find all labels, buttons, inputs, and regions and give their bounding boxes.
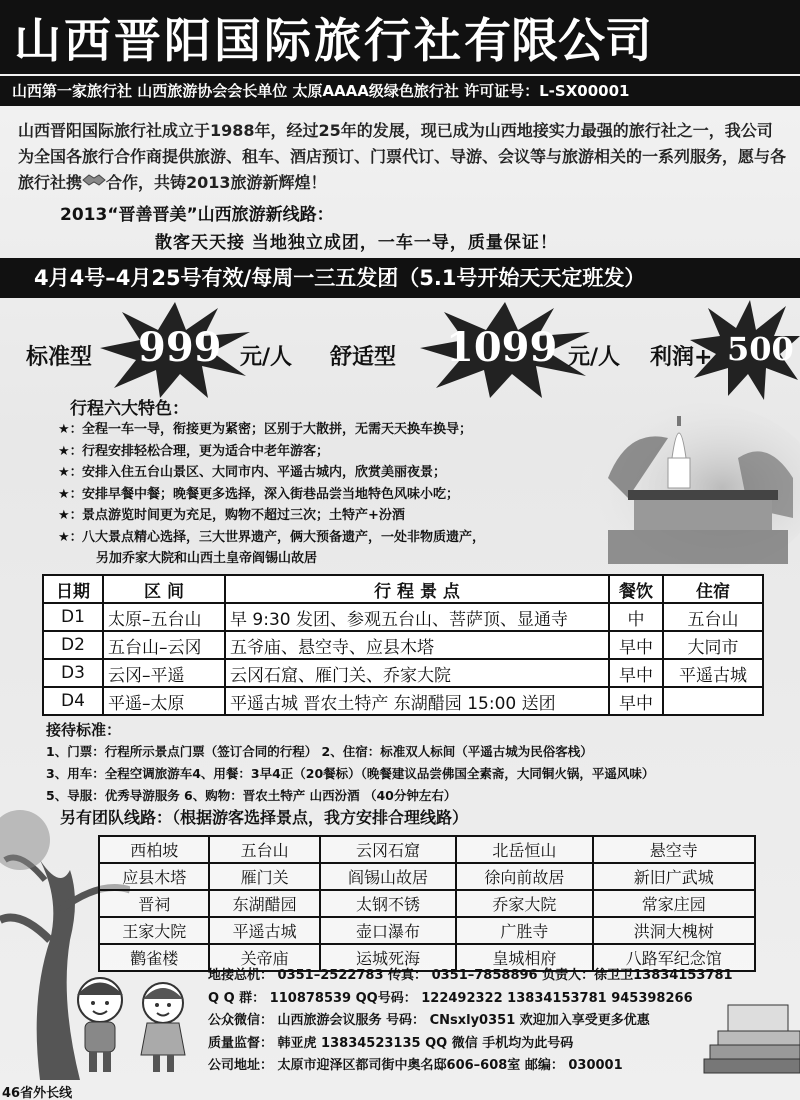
table-row <box>43 687 763 715</box>
comfort-unit: 元/人 <box>568 345 621 370</box>
grid-cell: 阎锡山故居 <box>320 863 456 890</box>
standard-unit: 元/人 <box>240 345 293 370</box>
grid-cell: 王家大院 <box>99 917 209 944</box>
contact-line: 公司地址： 太原市迎泽区都司街中奥名邸606–608室 邮编： 030001 <box>208 1058 623 1073</box>
cell: 早中 <box>609 687 663 715</box>
feature-item <box>58 441 618 463</box>
grid-cell: 应县木塔 <box>99 863 209 890</box>
standard-line: 3、用车：全程空调旅游车4、用餐：3早4正（20餐标）（晚餐建议品尝佛国全素斋，大同铜火锅，平遥风味） <box>46 766 655 781</box>
cell: D2 <box>43 631 103 659</box>
feature-text: 安排入住五台山景区、大同市内、平遥古城内，欣赏美丽夜景； <box>82 465 447 480</box>
comfort-price: 1099 <box>446 324 558 371</box>
grid-cell: 八路军纪念馆 <box>593 944 755 971</box>
cell: 大同市 <box>663 631 763 659</box>
grid-cell: 乔家大院 <box>456 890 592 917</box>
star-icon: ★： <box>58 508 83 523</box>
cell: D1 <box>43 603 103 631</box>
grid-row <box>99 836 755 863</box>
itinerary-table <box>42 574 764 716</box>
grid-cell: 壶口瀑布 <box>320 917 456 944</box>
feature-text: 景点游览时间更为充足，购物不超过三次；土特产+汾酒 <box>82 508 405 523</box>
profit-label: 利润+ <box>650 345 713 370</box>
grid-cell: 常家庄园 <box>593 890 755 917</box>
standard-line: 1、门票：行程所示景点门票（签订合同的行程） 2、住宿：标准双人标间（平遥古城为民俗客栈） <box>46 744 593 759</box>
features-list <box>58 419 618 569</box>
contact-block <box>208 965 788 1078</box>
grid-cell: 平遥古城 <box>209 917 319 944</box>
table-row <box>43 603 763 631</box>
star-icon: ★： <box>58 486 83 502</box>
cell: 五爷庙、悬空寺、应县木塔 <box>225 631 609 659</box>
comfort-label: 舒适型 <box>330 345 397 370</box>
cell: 太原–五台山 <box>103 603 225 631</box>
feature-text: 全程一车一导，衔接更为紧密；区别于大散拼，无需天天换车换导； <box>82 422 473 437</box>
star-icon: ★： <box>58 465 83 480</box>
table-header-row <box>43 575 763 603</box>
grid-row <box>99 917 755 944</box>
cell: 平遥古城 <box>663 659 763 687</box>
cell: D3 <box>43 659 103 687</box>
intro-text-end: 合作，共铸2013旅游新辉煌！ <box>106 173 327 192</box>
cell: 早中 <box>609 659 663 687</box>
grid-cell: 西柏坡 <box>99 836 209 863</box>
header-meals: 餐饮 <box>609 575 663 603</box>
page-footer: 46省外长线 <box>2 1086 73 1100</box>
grid-row <box>99 863 755 890</box>
contact-line: 质量监督： 韩亚虎 13834523135 QQ 微信 手机均为此号码 <box>208 1035 574 1051</box>
grid-cell: 五台山 <box>209 836 319 863</box>
handshake-icon <box>82 170 106 196</box>
grid-cell: 悬空寺 <box>593 836 755 863</box>
cell: 平遥古城 晋农土特产 东湖醋园 15:00 送团 <box>225 687 609 715</box>
new-route-slogan: 散客天天接 当地独立成团，一车一导，质量保证！ <box>155 233 558 253</box>
feature-extra: 另加乔家大院和山西土皇帝阎锡山故居 <box>96 551 318 566</box>
header-lodging: 住宿 <box>663 575 763 603</box>
grid-cell: 广胜寺 <box>456 917 592 944</box>
cell: 中 <box>609 603 663 631</box>
kids-illustration <box>55 965 205 1075</box>
cell: 云冈–平遥 <box>103 659 225 687</box>
grid-cell: 徐向前故居 <box>456 863 592 890</box>
star-icon: ★： <box>58 529 83 545</box>
profit-value: 500 <box>727 330 794 368</box>
feature-text: 行程安排轻松合理，更为适合中老年游客； <box>82 443 330 459</box>
feature-item <box>58 505 618 527</box>
intro-text: 山西晋阳国际旅行社成立于1988年，经过25年的发展，现已成为山西地接实力最强的旅行社之一，我公司为全国各旅行合作商提供旅游、租车、酒店预订、门票代订、导游、会议等与旅游相关的一系列服务，愿与各旅行社携 <box>18 121 787 192</box>
star-icon: ★： <box>58 443 83 459</box>
grid-cell: 云冈石窟 <box>320 836 456 863</box>
grid-cell: 雁门关 <box>209 863 319 890</box>
intro-paragraph <box>18 118 788 196</box>
cell: 平遥–太原 <box>103 687 225 715</box>
price-row <box>0 300 800 400</box>
grid-cell: 新旧广武城 <box>593 863 755 890</box>
company-name: 山西晋阳国际旅行社 <box>14 13 464 69</box>
grid-cell: 洪洞大槐树 <box>593 917 755 944</box>
schedule-bar: 4月4号–4月25号有效/每周一三五发团（5.1号开始天天定班发） <box>0 258 800 298</box>
grid-cell: 东湖醋园 <box>209 890 319 917</box>
routes-grid <box>98 835 756 972</box>
cell: 早中 <box>609 631 663 659</box>
contact-line: 公众微信： 山西旅游会议服务 号码： CNsxly0351 欢迎加入享受更多优惠 <box>208 1013 650 1028</box>
features-title: 行程六大特色： <box>70 399 189 419</box>
cell: 五台山–云冈 <box>103 631 225 659</box>
cell: 五台山 <box>663 603 763 631</box>
standard-line: 5、导服：优秀导游服务 6、购物：晋农土特产 山西汾酒 （40分钟左右） <box>46 788 457 803</box>
contact-line: 地接总机： 0351–2522783 传真： 0351–7858896 负责人：徐卫卫13834153781 <box>208 968 733 983</box>
star-icon: ★： <box>58 422 83 437</box>
contact-line: Q Q 群： 110878539 QQ号码： 122492322 13834153781 945398266 <box>208 990 693 1006</box>
credentials-bar: 山西第一家旅行社 山西旅游协会会长单位 太原AAAA级绿色旅行社 许可证号：L-SX00001 <box>0 76 800 106</box>
table-row <box>43 659 763 687</box>
grid-row <box>99 890 755 917</box>
feature-text: 安排早餐中餐；晚餐更多选择，深入街巷品尝当地特色风味小吃； <box>82 486 460 502</box>
standard-label: 标准型 <box>26 345 93 370</box>
header-route: 区 间 <box>103 575 225 603</box>
table-row <box>43 631 763 659</box>
feature-item <box>58 527 618 549</box>
cell: D4 <box>43 687 103 715</box>
grid-cell: 鹳雀楼 <box>99 944 209 971</box>
standards-title: 接待标准： <box>46 721 122 739</box>
feature-text: 八大景点精心选择，三大世界遗产，俩大预备遗产，一处非物质遗产， <box>82 529 486 545</box>
cell <box>663 687 763 715</box>
cell: 云冈石窟、雁门关、乔家大院 <box>225 659 609 687</box>
new-route-title: 2013“晋善晋美”山西旅游新线路： <box>60 205 334 225</box>
grid-cell: 关帝庙 <box>209 944 319 971</box>
grid-cell: 北岳恒山 <box>456 836 592 863</box>
company-title <box>0 4 652 71</box>
feature-item <box>58 484 618 506</box>
cell: 早 9:30 发团、参观五台山、菩萨顶、显通寺 <box>225 603 609 631</box>
feature-item <box>58 462 618 484</box>
grid-cell: 晋祠 <box>99 890 209 917</box>
grid-cell: 皇城相府 <box>456 944 592 971</box>
feature-item <box>58 419 618 441</box>
grid-cell: 太钢不锈 <box>320 890 456 917</box>
title-banner <box>0 0 800 74</box>
grid-cell: 运城死海 <box>320 944 456 971</box>
standard-price: 999 <box>138 324 222 371</box>
company-suffix: 有限公司 <box>464 13 652 69</box>
other-routes-title: 另有团队线路：（根据游客选择景点，我方安排合理线路） <box>60 808 469 827</box>
header-sights: 行 程 景 点 <box>225 575 609 603</box>
header-date: 日期 <box>43 575 103 603</box>
standards-list <box>46 741 786 807</box>
